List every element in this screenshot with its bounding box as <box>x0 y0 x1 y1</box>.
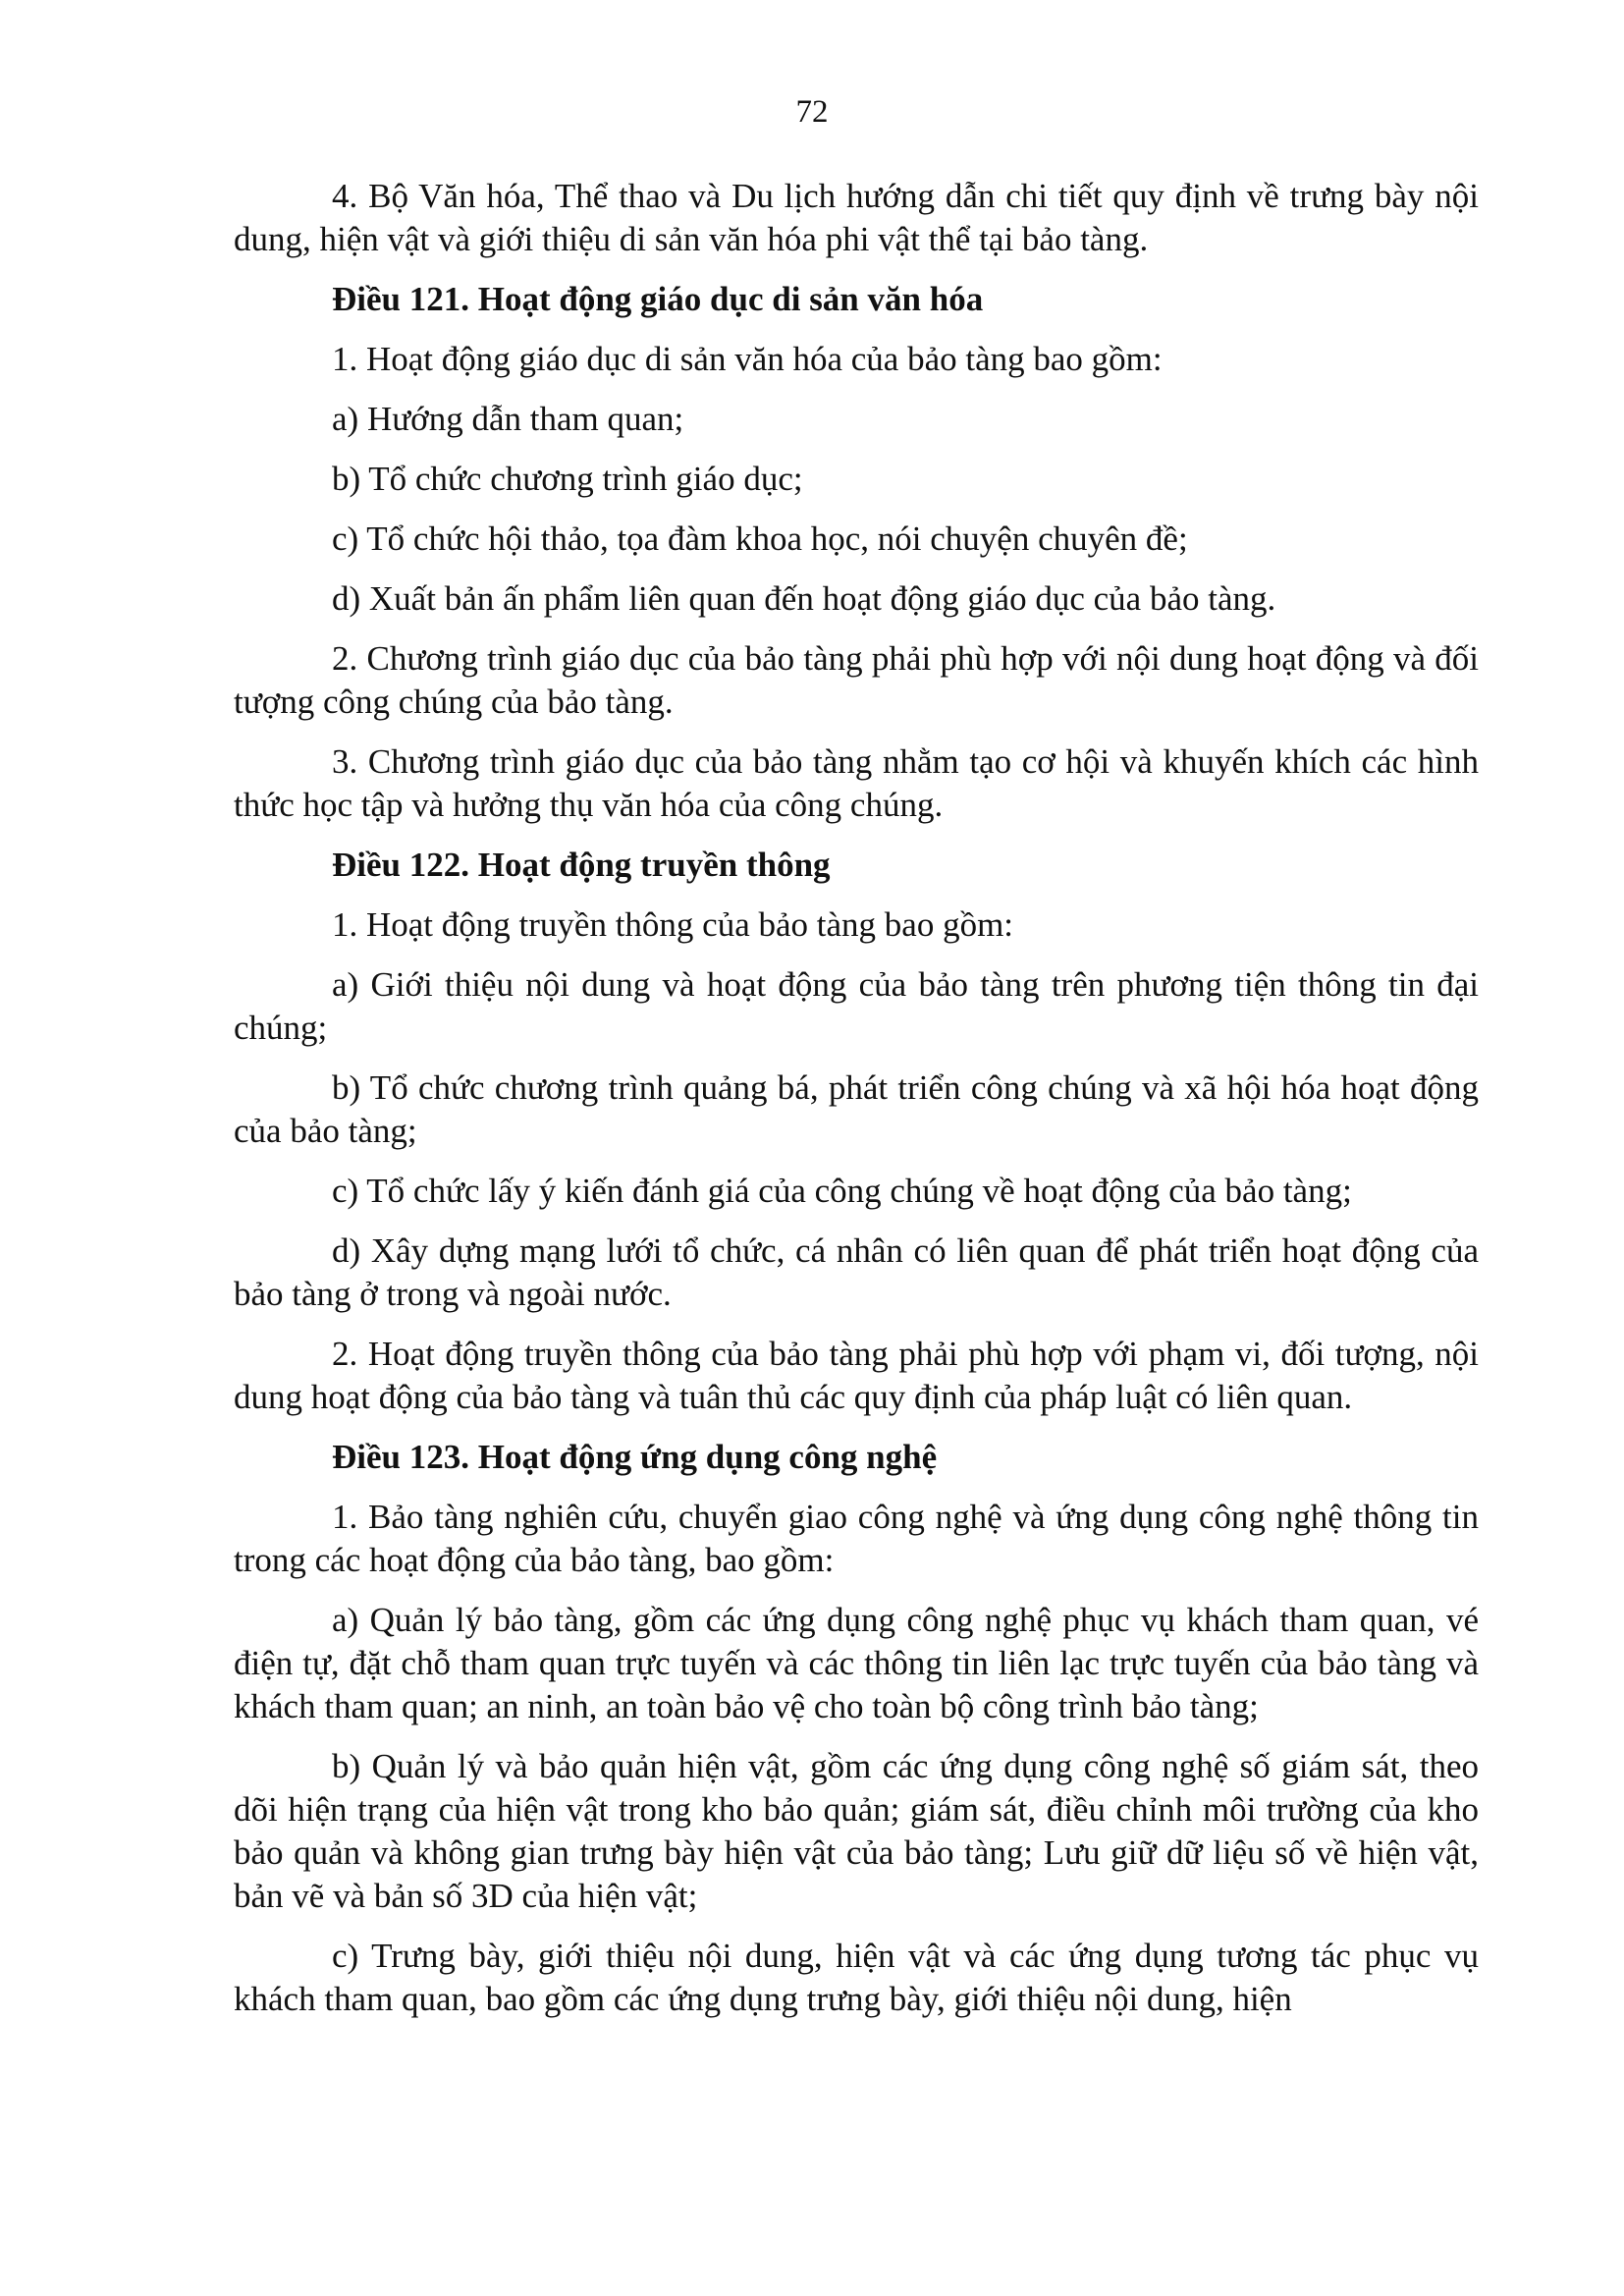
page-number: 72 <box>795 94 829 130</box>
paragraph: 1. Hoạt động truyền thông của bảo tàng bao gồm: <box>332 905 1014 944</box>
page-body <box>234 175 1479 2038</box>
paragraph: 4. Bộ Văn hóa, Thể thao và Du lịch hướng dẫn chi tiết quy định về trưng bày nội dung, hiện vật và giới thiệu di sản văn hóa phi vật thể tại bảo tàng. <box>234 177 1479 258</box>
paragraph: 3. Chương trình giáo dục của bảo tàng nhằm tạo cơ hội và khuyến khích các hình thức học tập và hưởng thụ văn hóa của công chúng. <box>234 742 1479 824</box>
paragraph: d) Xuất bản ấn phẩm liên quan đến hoạt động giáo dục của bảo tàng. <box>332 579 1276 618</box>
article-heading: Điều 123. Hoạt động ứng dụng công nghệ <box>332 1438 938 1476</box>
paragraph: d) Xây dựng mạng lưới tổ chức, cá nhân có liên quan để phát triển hoạt động của bảo tàng ở trong và ngoài nước. <box>234 1231 1479 1313</box>
article-heading: Điều 121. Hoạt động giáo dục di sản văn hóa <box>332 280 984 318</box>
paragraph: a) Hướng dẫn tham quan; <box>332 400 684 438</box>
paragraph: c) Tổ chức lấy ý kiến đánh giá của công chúng về hoạt động của bảo tàng; <box>332 1172 1352 1210</box>
paragraph: b) Tổ chức chương trình giáo dục; <box>332 460 803 498</box>
paragraph: a) Giới thiệu nội dung và hoạt động của bảo tàng trên phương tiện thông tin đại chúng; <box>234 965 1479 1047</box>
paragraph: 2. Chương trình giáo dục của bảo tàng phải phù hợp với nội dung hoạt động và đối tượng công chúng của bảo tàng. <box>234 639 1479 721</box>
paragraph: 2. Hoạt động truyền thông của bảo tàng phải phù hợp với phạm vi, đối tượng, nội dung hoạt động của bảo tàng và tuân thủ các quy định của pháp luật có liên quan. <box>234 1335 1479 1416</box>
paragraph: c) Tổ chức hội thảo, tọa đàm khoa học, nói chuyện chuyên đề; <box>332 519 1188 558</box>
paragraph: 1. Hoạt động giáo dục di sản văn hóa của bảo tàng bao gồm: <box>332 340 1163 378</box>
paragraph: b) Quản lý và bảo quản hiện vật, gồm các ứng dụng công nghệ số giám sát, theo dõi hiện trạng của hiện vật trong kho bảo quản; giám sát, điều chỉnh môi trường của kho bảo quản và không gian trưng bày hiện vật của bảo tàng; Lưu giữ dữ liệu số về hiện vật, bản vẽ và bản số 3D của hiện vật; <box>234 1747 1479 1915</box>
article-heading: Điều 122. Hoạt động truyền thông <box>332 846 831 884</box>
paragraph: b) Tổ chức chương trình quảng bá, phát triển công chúng và xã hội hóa hoạt động của bảo tàng; <box>234 1068 1479 1150</box>
paragraph: 1. Bảo tàng nghiên cứu, chuyển giao công nghệ và ứng dụng công nghệ thông tin trong các hoạt động của bảo tàng, bao gồm: <box>234 1498 1479 1579</box>
paragraph: c) Trưng bày, giới thiệu nội dung, hiện vật và các ứng dụng tương tác phục vụ khách tham quan, bao gồm các ứng dụng trưng bày, giới thiệu nội dung, hiện <box>234 1937 1479 2018</box>
paragraph: a) Quản lý bảo tàng, gồm các ứng dụng công nghệ phục vụ khách tham quan, vé điện tự, đặt chỗ tham quan trực tuyến và các thông tin liên lạc trực tuyến của bảo tàng và khách tham quan; an ninh, an toàn bảo vệ cho toàn bộ công trình bảo tàng; <box>234 1601 1479 1725</box>
